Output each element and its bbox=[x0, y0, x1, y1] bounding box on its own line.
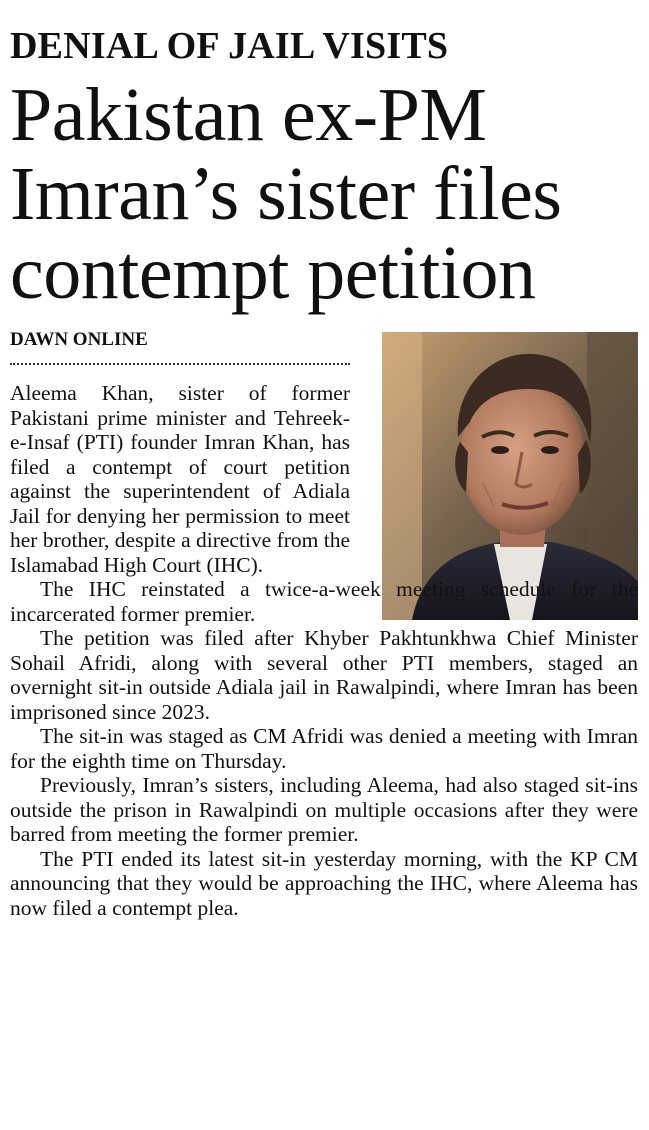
byline: DAWN ONLINE bbox=[10, 329, 148, 350]
headline-line-3: contempt petition bbox=[10, 231, 536, 315]
headline-line-1: Pakistan ex-PM bbox=[10, 73, 487, 157]
article-body bbox=[10, 381, 638, 920]
paragraph-1: Aleema Khan, sister of former Pakistani prime minister and Tehreek-e-Insaf (PTI) founder Imran Khan, has filed a contempt of court petition against the superintendent of Adiala Jail for denying her permission to meet her brother, despite a directive from the Islamabad High Court (IHC). bbox=[10, 381, 351, 577]
paragraph-2: The IHC reinstated a twice-a-week meeting schedule for the incarcerated former premier. bbox=[10, 577, 638, 626]
headline-line-2: Imran’s sister files bbox=[10, 152, 562, 236]
paragraph-5: Previously, Imran’s sisters, including Aleema, had also staged sit-ins outside the prison in Rawalpindi on multiple occasions after they were barred from meeting the former premier. bbox=[10, 773, 638, 846]
paragraph-6: The PTI ended its latest sit-in yesterday morning, with the KP CM announcing that they would be approaching the IHC, where Aleema has now filed a contempt plea. bbox=[10, 846, 638, 920]
byline-divider bbox=[10, 363, 350, 365]
headline bbox=[10, 73, 638, 315]
paragraph-4: The sit-in was staged as CM Afridi was denied a meeting with Imran for the eighth time on Thursday. bbox=[10, 724, 638, 773]
section-kicker: DENIAL OF JAIL VISITS bbox=[10, 25, 449, 67]
paragraph-3: The petition was filed after Khyber Pakhtunkhwa Chief Minister Sohail Afridi, along with several other PTI members, staged an overnight sit-in outside Adiala jail in Rawalpindi, where Imran has been imprisoned since 2023. bbox=[10, 626, 638, 724]
